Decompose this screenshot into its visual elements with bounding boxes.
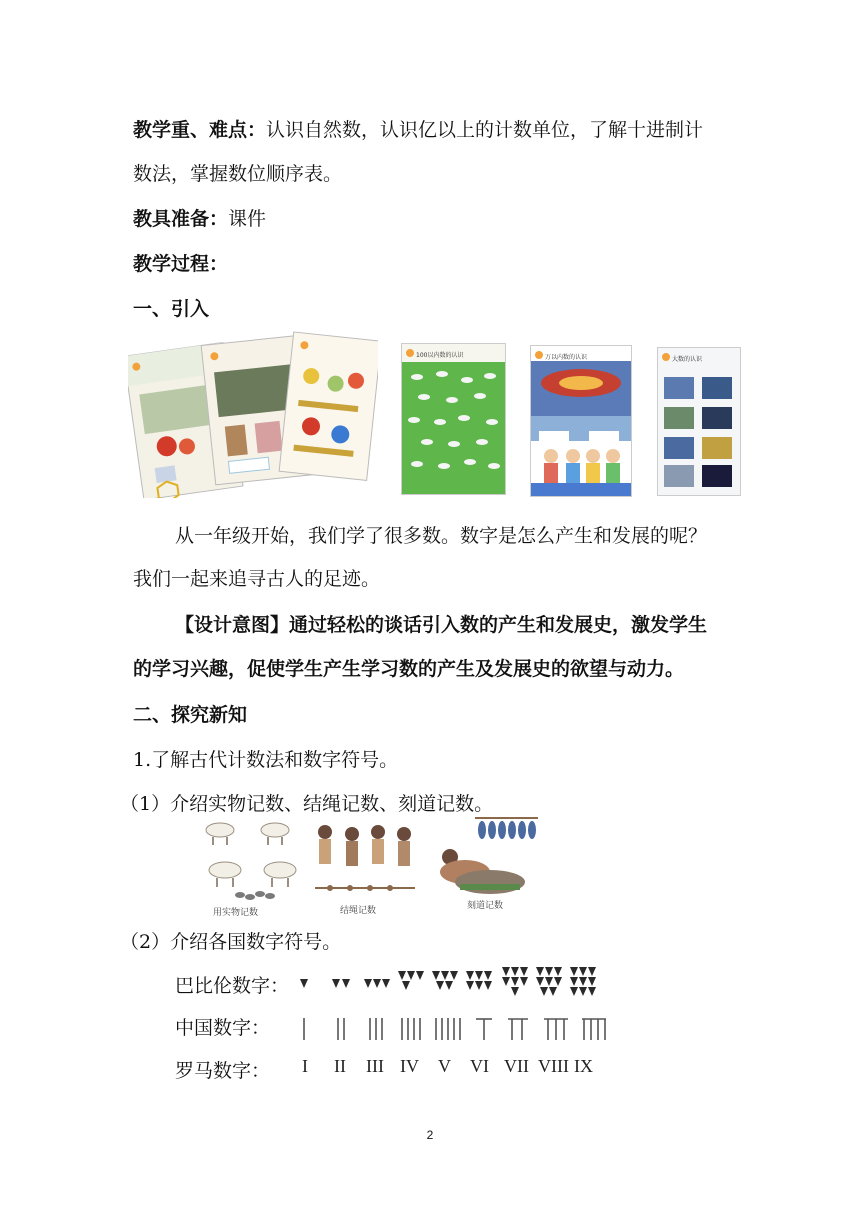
teaching-aids-line — [133, 205, 266, 233]
sheep-field-illustration — [402, 362, 505, 494]
cover-badge — [662, 353, 670, 361]
cover-title: 万以内数的认识 — [545, 354, 588, 361]
cover-badge — [535, 351, 543, 359]
roman-numeral-6: VI — [470, 1056, 489, 1076]
babylonian-numerals-glyphs — [298, 965, 608, 1005]
roman-numeral-2: II — [334, 1056, 346, 1076]
page-number: 2 — [426, 1128, 434, 1142]
section1-heading: 一、引入 — [133, 298, 210, 320]
textbook-covers-group-image — [128, 328, 378, 498]
babylonian-row — [175, 972, 289, 1000]
design-intent-1: 【设计意图】通过轻松的谈话引入数的产生和发展史，激发学生 — [175, 614, 708, 636]
cover-badge — [406, 349, 414, 357]
roman-row — [175, 1057, 270, 1085]
key-points-label: 教学重、难点： — [133, 119, 267, 141]
caption-knot-counting: 结绳记数 — [340, 906, 377, 916]
key-points-text-1: 认识自然数，认识亿以上的计数单位，了解十进制计 — [266, 119, 704, 141]
section2-heading: 二、探究新知 — [133, 704, 248, 726]
knot-counting-illustration — [310, 820, 420, 905]
process-label: 教学过程： — [133, 253, 229, 275]
chinese-rod-numerals-glyphs — [298, 1015, 610, 1043]
section2-sub1: （1）介绍实物记数、结绳记数、刻道记数。 — [120, 793, 494, 815]
teaching-aids-value: 课件 — [228, 208, 267, 230]
cover-large-numbers — [657, 347, 741, 496]
cover-100-numbers — [401, 343, 506, 495]
roman-numeral-8: VIII — [538, 1056, 569, 1076]
design-intent-2: 的学习兴趣，促使学生产生学习数的产生及发展史的欲望与动力。 — [133, 658, 685, 680]
cover-title: 大数的认识 — [672, 356, 703, 363]
section2-sub2: （2）介绍各国数字符号。 — [120, 931, 342, 953]
section2-item1: 1.了解古代计数法和数字符号。 — [133, 749, 399, 771]
roman-numeral-9: IX — [574, 1056, 593, 1076]
key-points-line-2: 数法，掌握数位顺序表。 — [133, 163, 343, 185]
roman-numeral-3: III — [366, 1056, 384, 1076]
photo-grid-illustration — [658, 365, 740, 495]
caption-tally-counting: 刻道记数 — [467, 901, 504, 911]
roman-numeral-1: I — [302, 1056, 308, 1076]
chinese-row — [175, 1014, 270, 1042]
intro-paragraph-1: 从一年级开始，我们学了很多数。数字是怎么产生和发展的呢？ — [175, 525, 708, 547]
key-points-line-1 — [133, 116, 703, 144]
roman-label: 罗马数字： — [175, 1060, 271, 1082]
babylonian-label: 巴比伦数字： — [175, 975, 290, 997]
teaching-aids-label: 教具准备： — [133, 208, 229, 230]
cover-title: 100以内数的认识 — [416, 352, 464, 359]
object-counting-illustration — [195, 815, 305, 905]
roman-numeral-7: VII — [504, 1056, 529, 1076]
stadium-illustration — [531, 361, 631, 496]
roman-numeral-5: V — [438, 1056, 451, 1076]
roman-numeral-4: IV — [400, 1056, 419, 1076]
roman-numerals-glyphs — [298, 1056, 608, 1084]
tally-counting-illustration — [430, 812, 540, 897]
caption-object-counting: 用实物记数 — [213, 908, 259, 918]
chinese-label: 中国数字： — [175, 1017, 271, 1039]
intro-paragraph-2: 我们一起来追寻古人的足迹。 — [133, 568, 381, 590]
cover-10000-numbers — [530, 345, 632, 497]
